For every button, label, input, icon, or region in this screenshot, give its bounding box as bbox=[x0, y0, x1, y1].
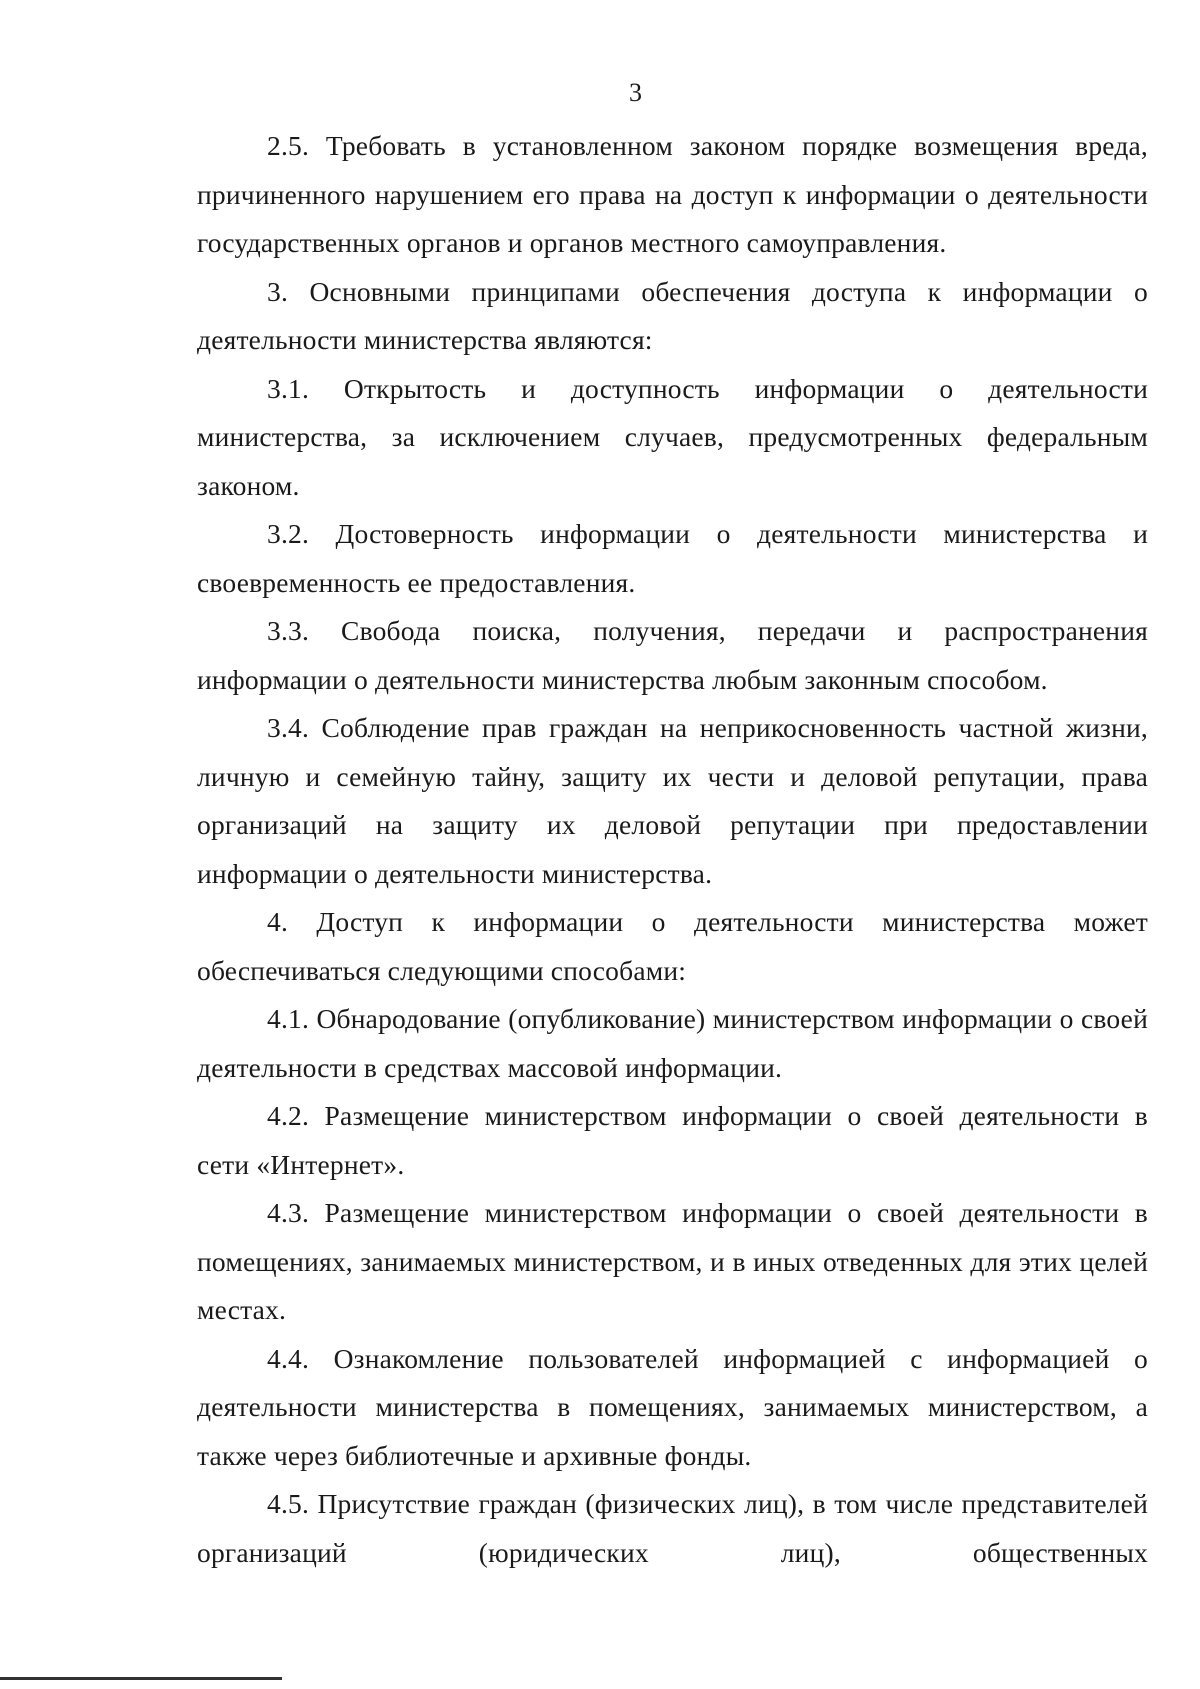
paragraph-4-4: 4.4. Ознакомление пользователей информацией с информацией о деятельности министерства в помещениях, занимаемых министерством, а также через библиотечные и архивные фонды. bbox=[197, 1342, 1148, 1471]
paragraph-2-5: 2.5. Требовать в установленном законом порядке возмещения вреда, причиненного нарушением его права на доступ к информации о деятельности государственных органов и органов местного самоуправления. bbox=[197, 130, 1148, 258]
paragraph-4-2: 4.2. Размещение министерством информации о своей деятельности в сети «Интернет». bbox=[197, 1100, 1148, 1180]
paragraph-4-1: 4.1. Обнародование (опубликование) министерством информации о своей деятельности в средствах массовой информации. bbox=[197, 1003, 1148, 1083]
paragraph-3-3: 3.3. Свобода поиска, получения, передачи и распространения информации о деятельности министерства любым законным способом. bbox=[197, 615, 1148, 695]
paragraph-4-5: 4.5. Присутствие граждан (физических лиц), в том числе представителей организаций (юридических лиц), общественных bbox=[197, 1488, 1148, 1568]
paragraph-4-3: 4.3. Размещение министерством информации о своей деятельности в помещениях, занимаемых министерством, и в иных отведенных для этих целей местах. bbox=[197, 1197, 1148, 1325]
paragraph-3-2: 3.2. Достоверность информации о деятельности министерства и своевременность ее предоставления. bbox=[197, 518, 1148, 598]
paragraph-3-1: 3.1. Открытость и доступность информации о деятельности министерства, за исключением случаев, предусмотренных федеральным законом. bbox=[197, 372, 1148, 501]
paragraph-4: 4. Доступ к информации о деятельности министерства может обеспечиваться следующими способами: bbox=[197, 906, 1148, 986]
paragraph-3-4: 3.4. Соблюдение прав граждан на неприкосновенность частной жизни, личную и семейную тайну, защиту их чести и деловой репутации, права организаций на защиту их деловой репутации при предоставлении информации о деятельности министерства. bbox=[197, 712, 1148, 889]
paragraph-3: 3. Основными принципами обеспечения доступа к информации о деятельности министерства являются: bbox=[197, 275, 1148, 355]
page-number: 3 bbox=[629, 78, 642, 107]
scan-edge-line bbox=[0, 1677, 282, 1680]
document-body bbox=[197, 122, 1148, 1577]
